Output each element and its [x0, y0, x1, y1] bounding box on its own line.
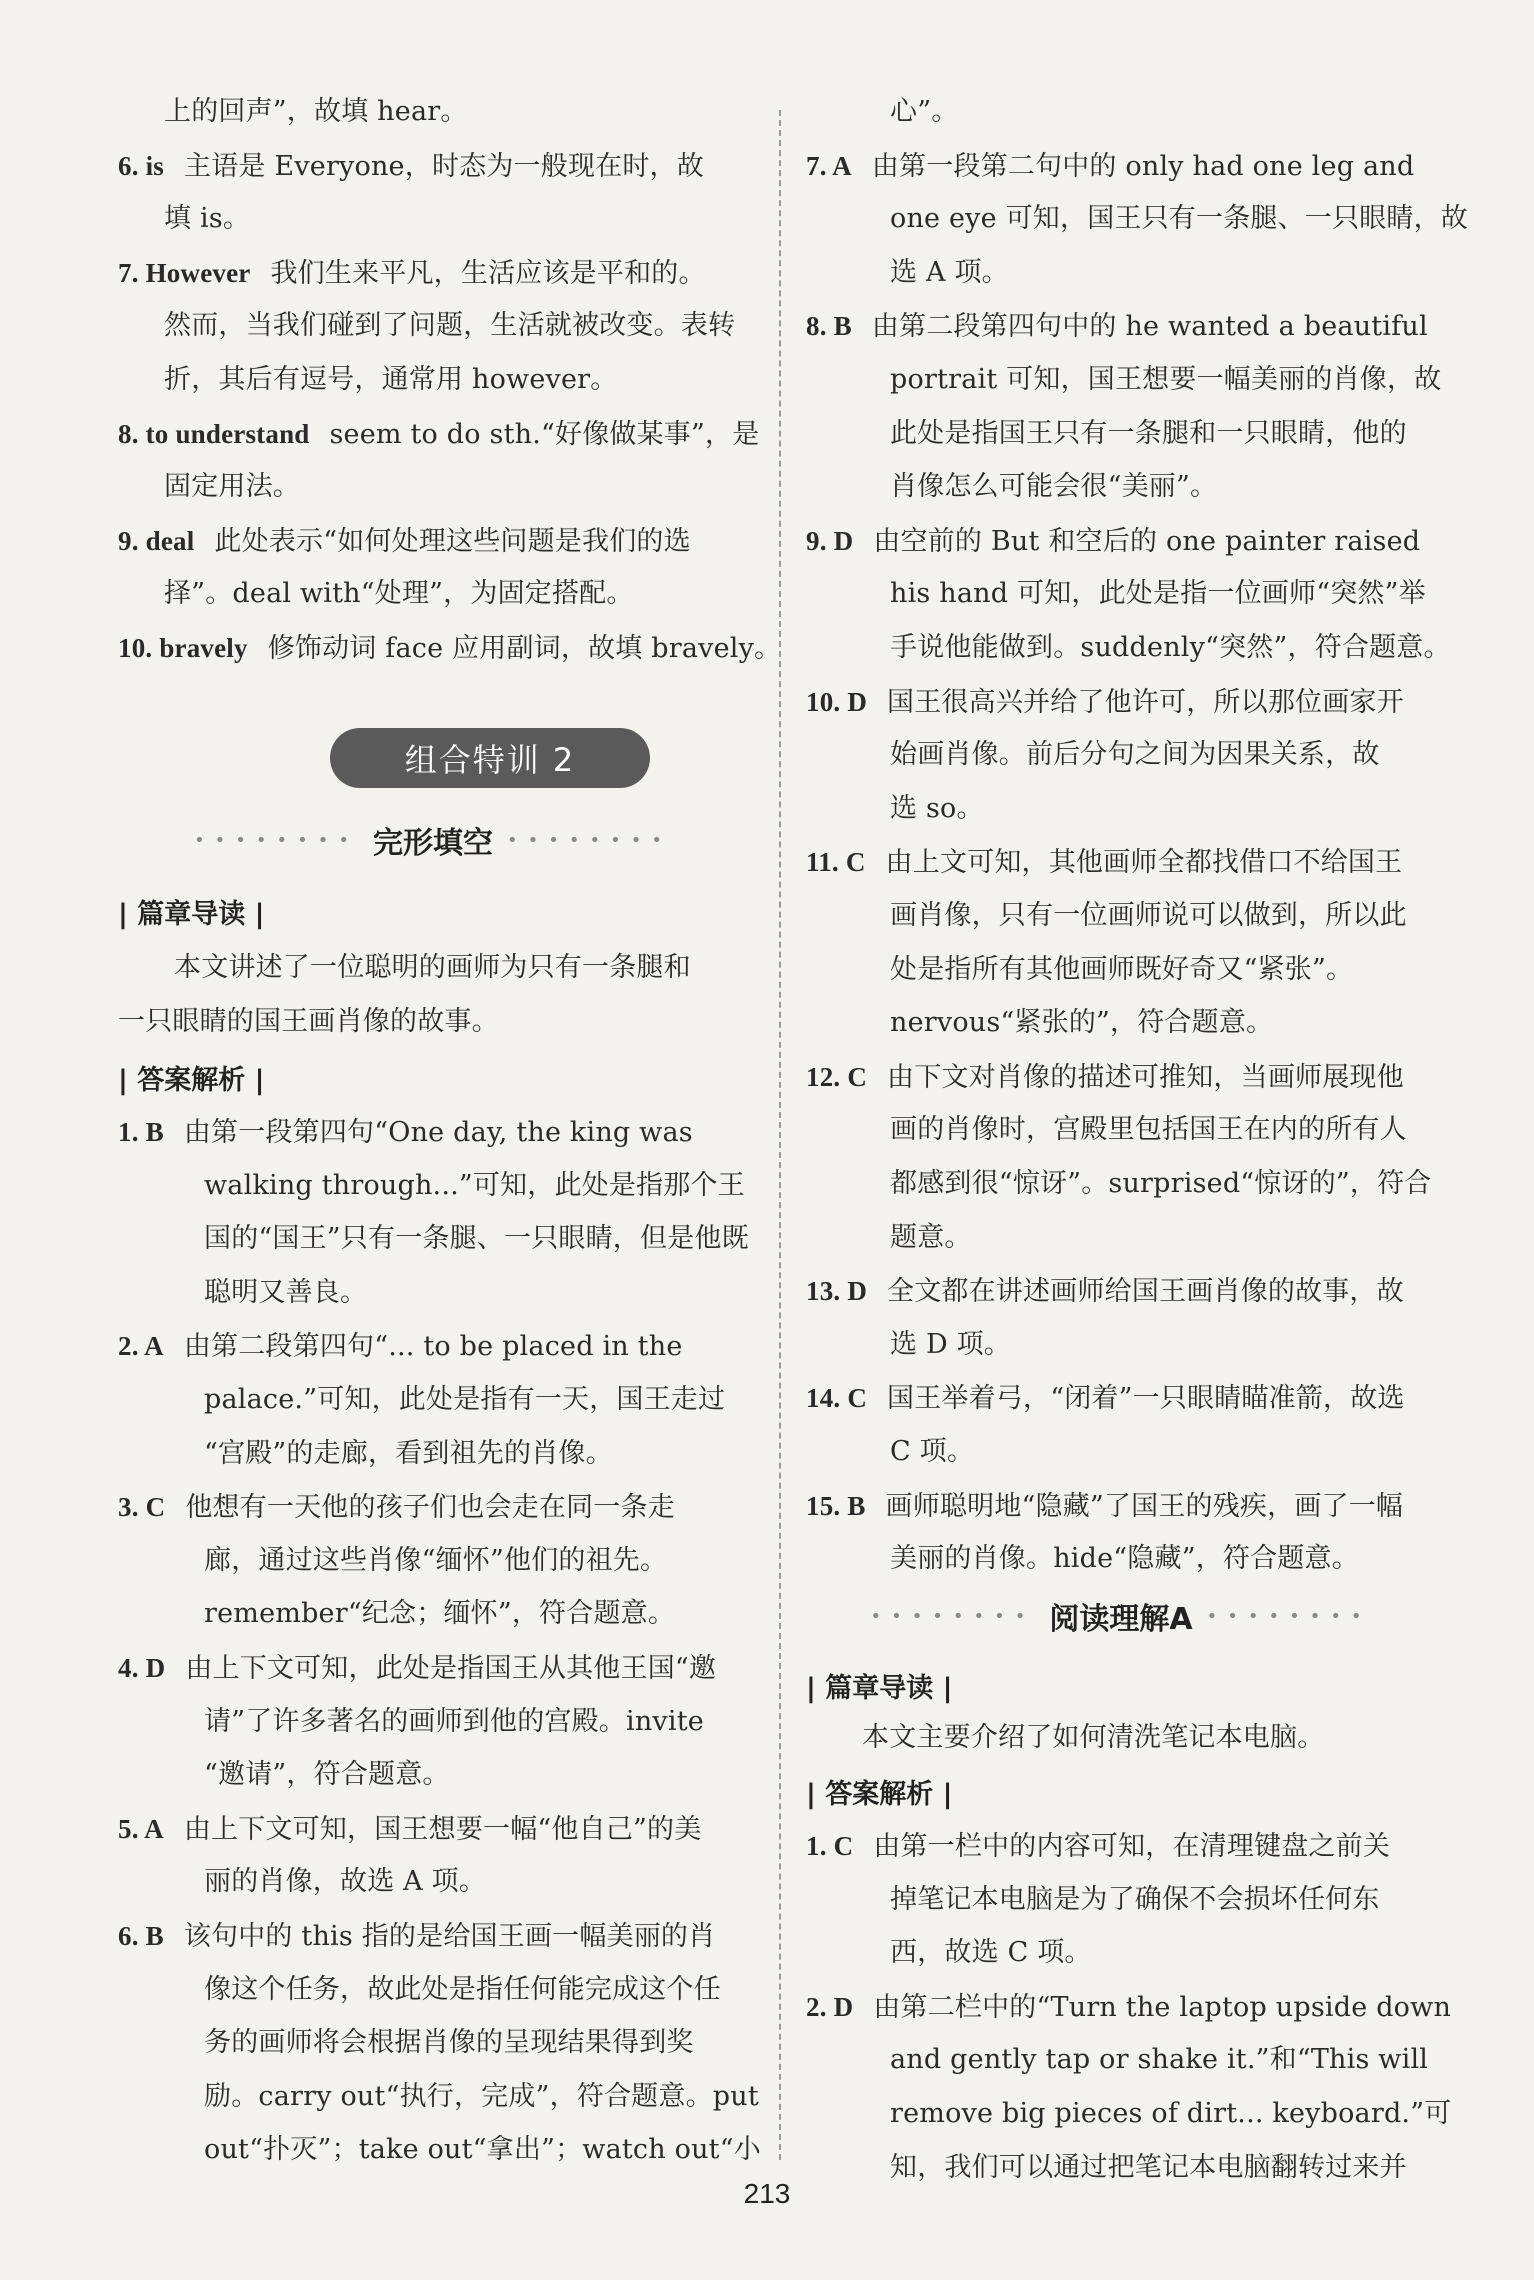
right-item: [806, 842, 1402, 883]
right-item: [806, 1486, 1403, 1527]
item-text: 由第一段第二句中的 only had one leg and: [871, 150, 1415, 182]
item-number: 3.: [118, 1492, 146, 1523]
right-line: 手说他能做到。suddenly“突然”，符合题意。: [890, 632, 1451, 663]
left-answer-line: “宫殿”的走廊，看到祖先的肖像。: [204, 1437, 613, 1469]
item-answer: D: [833, 1991, 854, 2022]
item-text: 由第二段第四句中的 he wanted a beautiful: [871, 311, 1428, 343]
item-number: 9.: [806, 525, 834, 556]
item-answer: A: [144, 1331, 164, 1362]
right-item: [806, 682, 1404, 723]
item-answer: A: [144, 1813, 164, 1844]
right-line: 画肖像，只有一位画师说可以做到，所以此: [890, 900, 1407, 931]
item-text: 由第二栏中的“Turn the laptop upside down: [873, 1991, 1452, 2023]
item-text: 该句中的 this 指的是给国王画一幅美丽的肖: [183, 1921, 716, 1952]
left-line: 然而，当我们碰到了问题，生活就被改变。表转: [164, 310, 736, 342]
dots-left: ••••••••: [870, 1605, 1036, 1627]
item-text: 由上下文可知，此处是指国王从其他王国“邀: [185, 1653, 717, 1684]
item-answer: is: [145, 150, 165, 181]
item-number: 1.: [118, 1117, 146, 1147]
item-number: 1.: [806, 1831, 834, 1861]
guide-line: 一只眼睛的国王画肖像的故事。: [118, 1006, 499, 1037]
item-text: 修饰动词 face 应用副词，故填 bravely。: [267, 633, 782, 664]
right-line: his hand 可知，此处是指一位画师“突然”举: [890, 578, 1426, 610]
item-number: 6.: [118, 1921, 146, 1951]
left-item: [118, 414, 759, 455]
item-number: 7.: [118, 257, 146, 288]
left-answer-line: 丽的肖像，故选 A 项。: [204, 1866, 487, 1898]
column-divider: [779, 110, 781, 2160]
item-text: 全文都在讲述画师给国王画肖像的故事，故: [887, 1276, 1404, 1308]
item-answer: B: [847, 1490, 866, 1521]
right-line: nervous“紧张的”，符合题意。: [890, 1007, 1274, 1039]
right-answer-line: 掉笔记本电脑是为了确保不会损坏任何东: [890, 1883, 1380, 1915]
item-text: 由上文可知，其他画师全都找借口不给国王: [885, 847, 1403, 879]
item-text: 由下文对肖像的描述可推知，当画师展现他: [887, 1061, 1404, 1093]
left-answer-line: out“扑灭”；take out“拿出”；watch out“小: [204, 2134, 761, 2166]
page-number: 213: [743, 2178, 791, 2209]
right-item: [806, 306, 1428, 347]
item-text: 此处表示“如何处理这些问题是我们的选: [214, 525, 691, 557]
right-line: portrait 可知，国王想要一幅美丽的肖像，故: [890, 364, 1442, 395]
right-line: 心”。: [890, 96, 959, 127]
item-answer: C: [833, 1831, 854, 1861]
left-answer-item: [118, 1326, 683, 1367]
left-line: 上的回声”，故填 hear。: [164, 96, 468, 127]
item-number: 10.: [118, 633, 160, 663]
section-title-reading: [806, 1594, 1436, 1638]
item-answer: C: [847, 1383, 868, 1414]
dots-right: ••••••••: [1206, 1605, 1372, 1627]
left-item: [118, 146, 704, 187]
item-number: 12.: [806, 1061, 848, 1092]
right-item: [806, 1271, 1404, 1312]
item-text: 由第一栏中的内容可知，在清理键盘之前关: [873, 1831, 1391, 1862]
left-answer-line: 励。carry out“执行，完成”，符合题意。put: [204, 2080, 759, 2112]
guide-label: | 篇章导读 |: [806, 1673, 953, 1704]
item-text: 国王很高兴并给了他许可，所以那位画家开: [887, 686, 1404, 718]
item-text: 国王举着弓，“闭着”一只眼睛瞄准箭，故选: [887, 1383, 1405, 1415]
left-answer-line: 务的画师将会根据肖像的呈现结果得到奖: [204, 2027, 694, 2059]
item-answer: However: [145, 257, 251, 288]
item-text: 画师聪明地“隐藏”了国王的残疾，画了一幅: [885, 1490, 1404, 1522]
item-number: 5.: [118, 1813, 145, 1844]
item-text: 我们生来平凡，生活应该是平和的。: [270, 257, 706, 289]
item-number: 13.: [806, 1276, 848, 1307]
left-item: [118, 521, 691, 562]
right-item: [806, 1057, 1404, 1098]
section-title-text: 完形填空: [373, 826, 493, 861]
item-number: 6.: [118, 150, 146, 181]
item-answer: to understand: [145, 418, 310, 449]
item-number: 2.: [806, 1991, 834, 2022]
item-number: 8.: [806, 311, 834, 342]
right-answer-line: remove big pieces of dirt... keyboard.”可: [890, 2098, 1452, 2129]
right-answer-item: [806, 1987, 1451, 2028]
right-item: [806, 146, 1414, 187]
right-line: 选 D 项。: [890, 1328, 1012, 1360]
left-answer-item: [118, 1648, 716, 1689]
left-item: [118, 628, 781, 669]
right-answer-line: and gently tap or shake it.”和“This will: [890, 2044, 1429, 2076]
item-number: 9.: [118, 525, 146, 556]
item-answer: D: [833, 525, 854, 556]
item-text: 由空前的 But 和空后的 one painter raised: [873, 525, 1421, 557]
left-answer-line: 聪明又善良。: [204, 1276, 368, 1308]
left-answer-item: [118, 1487, 675, 1528]
item-number: 10.: [806, 686, 848, 717]
item-answer: B: [145, 1921, 164, 1951]
right-line: 肖像怎么可能会很“美丽”。: [890, 471, 1218, 503]
right-line: C 项。: [890, 1436, 975, 1467]
left-answer-line: 请”了许多著名的画师到他的宫殿。invite: [204, 1705, 704, 1737]
right-line: one eye 可知，国王只有一条腿、一只眼睛，故: [890, 203, 1468, 235]
right-line: 选 so。: [890, 792, 984, 824]
left-answer-line: walking through...”可知，此处是指那个王: [204, 1169, 745, 1201]
item-number: 2.: [118, 1331, 145, 1362]
right-item: [806, 1378, 1405, 1419]
left-answer-line: “邀请”，符合题意。: [204, 1759, 450, 1791]
item-answer: D: [847, 1276, 868, 1307]
guide-line: 本文讲述了一位聪明的画师为只有一条腿和: [174, 952, 691, 983]
right-line: 处是指所有其他画师既好奇又“紧张”。: [890, 953, 1354, 985]
guide-label: | 篇章导读 |: [118, 899, 265, 930]
item-answer: D: [145, 1653, 166, 1683]
section-title-cloze: [118, 818, 748, 862]
item-number: 4.: [118, 1653, 146, 1683]
item-text: 他想有一天他的孩子们也会走在同一条走: [185, 1492, 675, 1524]
dots-right: ••••••••: [507, 829, 672, 851]
item-answer: B: [145, 1117, 164, 1147]
item-number: 7.: [806, 150, 833, 181]
item-answer: C: [845, 847, 866, 878]
answer-label: | 答案解析 |: [806, 1779, 953, 1810]
left-line: 折，其后有逗号，通常用 however。: [164, 364, 618, 395]
left-line: 固定用法。: [164, 471, 300, 503]
right-line: 选 A 项。: [890, 256, 1009, 288]
guide-line: 本文主要介绍了如何清洗笔记本电脑。: [862, 1722, 1325, 1753]
item-answer: D: [847, 686, 868, 717]
answer-label: | 答案解析 |: [118, 1065, 265, 1096]
right-line: 美丽的肖像。hide“隐藏”，符合题意。: [890, 1543, 1359, 1575]
section-banner: 组合特训 2: [330, 728, 650, 788]
item-number: 11.: [806, 847, 846, 878]
left-answer-item: [118, 1809, 701, 1850]
item-text: seem to do sth.“好像做某事”，是: [329, 418, 760, 450]
item-text: 主语是 Everyone，时态为一般现在时，故: [184, 150, 704, 182]
left-answer-item: [118, 1916, 715, 1957]
right-line: 题意。: [890, 1221, 972, 1253]
item-answer: deal: [145, 525, 195, 556]
left-line: 择”。deal with“处理”，为固定搭配。: [164, 578, 634, 610]
left-item: [118, 253, 706, 294]
item-answer: C: [847, 1061, 868, 1092]
item-text: 由第一段第四句“One day, the king was: [183, 1117, 693, 1148]
item-answer: C: [145, 1492, 166, 1523]
item-answer: bravely: [159, 633, 248, 663]
left-answer-line: 像这个任务，故此处是指任何能完成这个任: [204, 1973, 721, 2005]
right-answer-item: [806, 1826, 1390, 1867]
item-text: 由第二段第四句“... to be placed in the: [183, 1331, 683, 1363]
item-text: 由上下文可知，国王想要一幅“他自己”的美: [183, 1813, 702, 1845]
left-answer-line: palace.”可知，此处是指有一天，国王走过: [204, 1384, 726, 1415]
right-line: 画的肖像时，宫殿里包括国王在内的所有人: [890, 1114, 1407, 1146]
right-line: 都感到很“惊讶”。surprised“惊讶的”，符合: [890, 1168, 1432, 1199]
item-number: 8.: [118, 418, 146, 449]
right-answer-line: 知，我们可以通过把笔记本电脑翻转过来并: [890, 2151, 1407, 2183]
left-answer-item: [118, 1112, 693, 1153]
item-answer: A: [832, 150, 852, 181]
item-answer: B: [833, 311, 852, 342]
left-line: 填 is。: [164, 203, 251, 235]
dots-left: ••••••••: [194, 829, 359, 851]
right-item: [806, 521, 1420, 562]
right-answer-line: 西，故选 C 项。: [890, 1937, 1092, 1969]
right-line: 始画肖像。前后分句之间为因果关系，故: [890, 739, 1380, 771]
section-title-text: 阅读理解A: [1049, 1602, 1193, 1637]
left-answer-line: 廊，通过这些肖像“缅怀”他们的祖先。: [204, 1544, 668, 1576]
item-number: 14.: [806, 1383, 848, 1414]
item-number: 15.: [806, 1490, 848, 1521]
right-line: 此处是指国王只有一条腿和一只眼睛，他的: [890, 417, 1407, 449]
left-answer-line: remember“纪念；缅怀”，符合题意。: [204, 1598, 676, 1630]
left-answer-line: 国的“国王”只有一条腿、一只眼睛，但是他既: [204, 1223, 749, 1255]
